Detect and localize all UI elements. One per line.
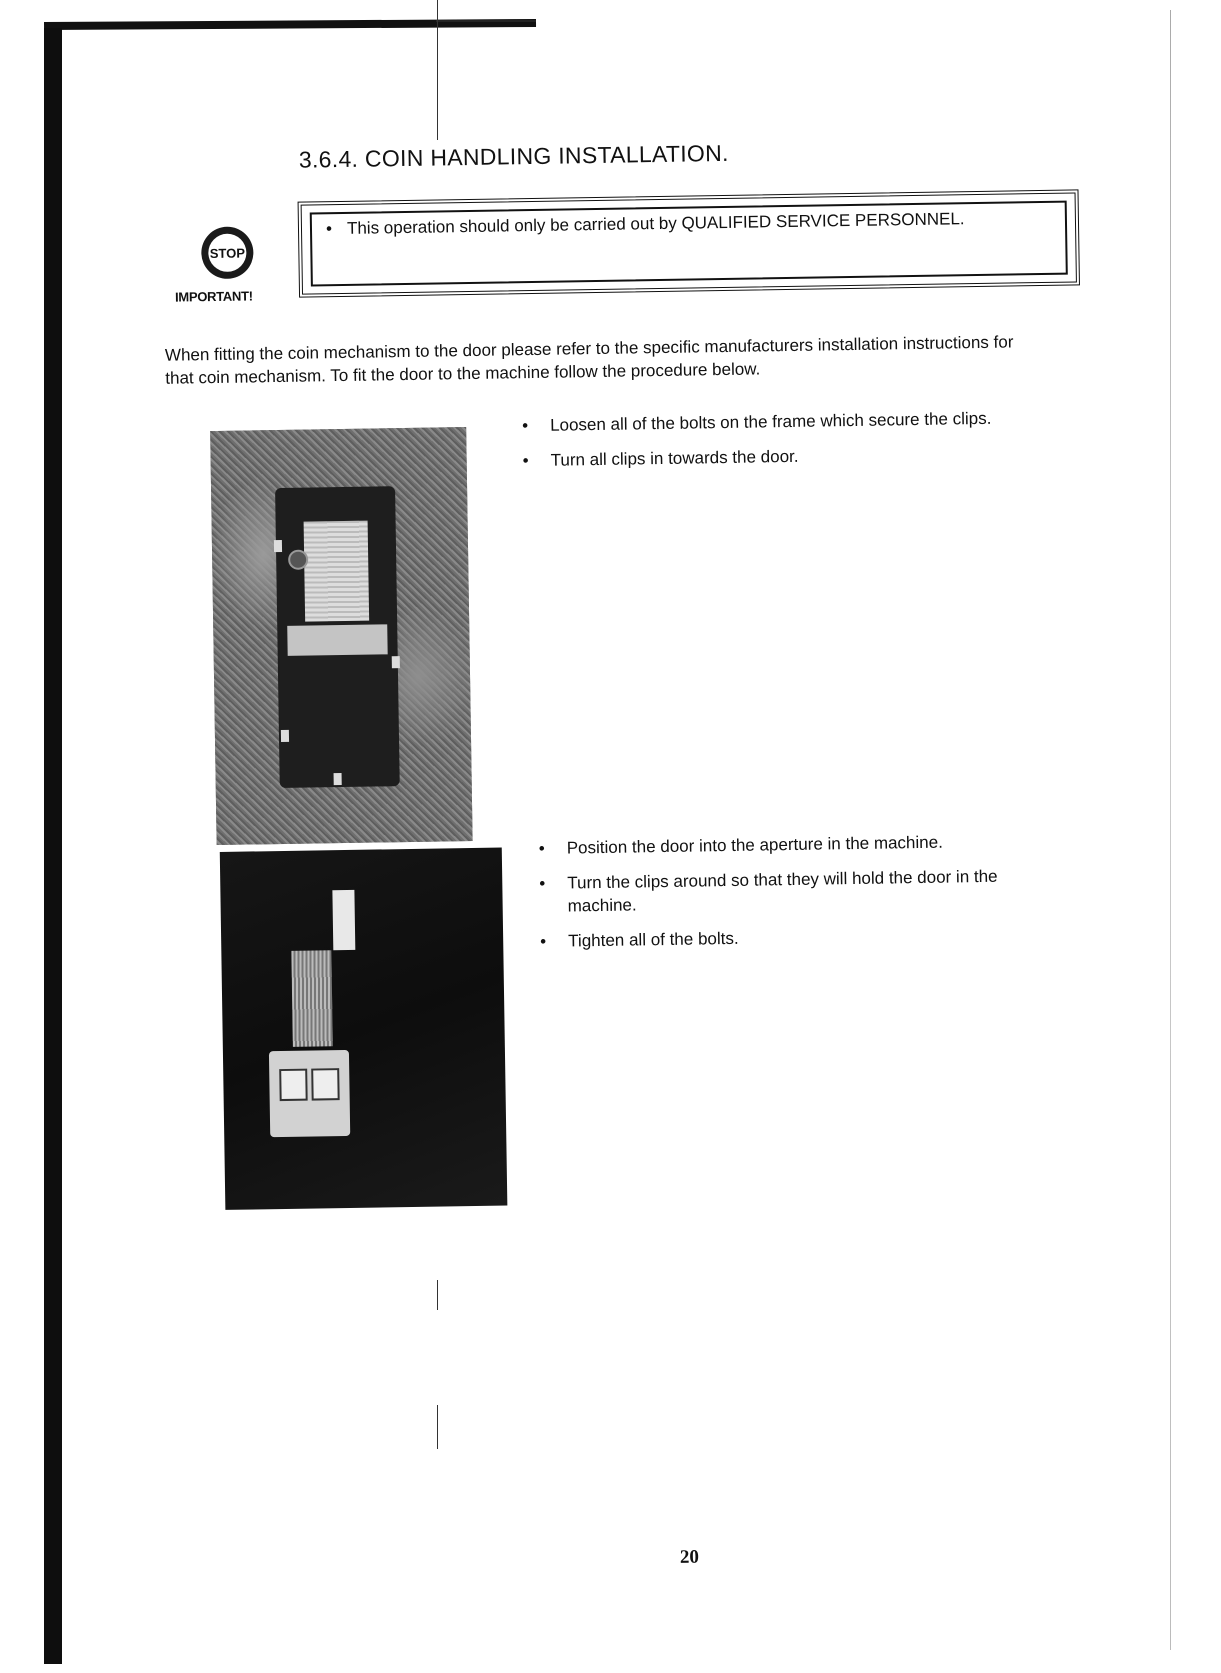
photo-connector xyxy=(332,890,355,950)
steps-list-1 xyxy=(522,405,1083,484)
section-heading: 3.6.4. COIN HANDLING INSTALLATION. xyxy=(298,139,729,173)
photo-clip xyxy=(334,773,342,785)
photo-coin-mech-window xyxy=(311,1068,339,1100)
photo-coin-mech-window xyxy=(279,1069,307,1101)
photo-clip xyxy=(281,730,289,742)
intro-paragraph: When fitting the coin mechanism to the door please refer to the specific manufacturers installation instructions for that coin mechanism. To fit the door to the machine follow the procedure below. xyxy=(164,332,1014,388)
notice-text: This operation should only be carried out by QUALIFIED SERVICE PERSONNEL. xyxy=(346,209,965,238)
photo-coin-mechanism xyxy=(220,848,508,1210)
steps-list-2 xyxy=(539,829,1071,965)
notice-bullet: • xyxy=(325,219,333,239)
important-label: IMPORTANT! xyxy=(174,288,253,305)
step-item: • Loosen all of the bolts on the frame which secure the clips. xyxy=(522,405,1082,437)
step-item: • Turn all clips in towards the door. xyxy=(522,440,1082,472)
stop-icon-label: STOP xyxy=(209,245,246,262)
step-item: • Position the door into the aperture in the machine. xyxy=(539,829,1069,860)
photo-clip xyxy=(392,656,400,668)
photo-door-in-frame xyxy=(210,427,472,845)
page-number: 20 xyxy=(679,1546,700,1568)
step-item: • Turn the clips around so that they will hold the door in the machine. xyxy=(539,864,1070,918)
stop-icon xyxy=(199,224,256,281)
photo-coin-panel xyxy=(304,521,370,622)
step-item: • Tighten all of the bolts. xyxy=(540,922,1070,953)
photo-cable-bundle xyxy=(291,950,333,1047)
notice-box xyxy=(298,189,1080,297)
photo-coin-mech-unit xyxy=(269,1050,350,1137)
photo-clip xyxy=(274,540,282,552)
photo-lower-panel xyxy=(287,624,387,656)
